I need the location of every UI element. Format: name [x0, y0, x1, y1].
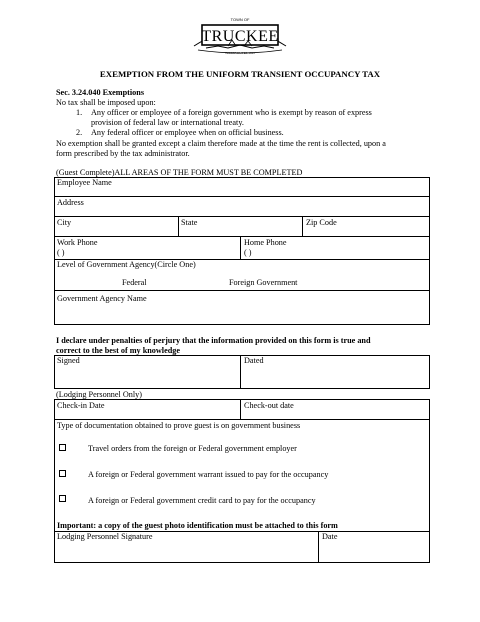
lodging-date-label[interactable]: Date: [322, 532, 338, 541]
home-phone-label[interactable]: Home Phone: [244, 238, 287, 247]
declaration-line1: I declare under penalties of perjury that the information provided on this form is true and: [56, 336, 371, 345]
note-line2: form prescribed by the tax administrator.: [56, 149, 190, 158]
item-1-number: 1.: [76, 108, 83, 117]
state-label[interactable]: State: [181, 218, 198, 227]
federal-option[interactable]: Federal: [122, 278, 147, 287]
work-phone-area-code: ( ): [57, 248, 65, 257]
item-1-line1: Any officer or employee of a foreign government who is exempt by reason of express: [91, 108, 372, 117]
zip-code-label[interactable]: Zip Code: [306, 218, 337, 227]
work-phone-label[interactable]: Work Phone: [57, 238, 98, 247]
city-label[interactable]: City: [57, 218, 72, 227]
gov-level-label: Level of Government Agency(Circle One): [57, 260, 196, 269]
lodging-section-header: (Lodging Personnel Only): [56, 390, 142, 399]
lodging-signature-label[interactable]: Lodging Personnel Signature: [57, 532, 153, 541]
note-line1: No exemption shall be granted except a claim therefore made at the time the rent is collected, upon a: [56, 139, 386, 148]
credit-card-checkbox[interactable]: [59, 495, 66, 502]
signature-table: [54, 355, 430, 389]
warrant-label: A foreign or Federal government warrant issued to pay for the occupancy: [88, 470, 329, 479]
item-2-number: 2.: [76, 128, 83, 137]
agency-name-label[interactable]: Government Agency Name: [57, 294, 147, 303]
foreign-government-option[interactable]: Foreign Government: [229, 278, 298, 287]
form-title: EXEMPTION FROM THE UNIFORM TRANSIENT OCCUPANCY TAX: [99, 69, 381, 79]
item-2-line1: Any federal officer or employee when on official business.: [91, 128, 284, 137]
travel-orders-checkbox[interactable]: [59, 444, 66, 451]
warrant-checkbox[interactable]: [59, 470, 66, 477]
town-of-truckee-logo: [188, 10, 292, 56]
check-out-date-label[interactable]: Check-out date: [244, 401, 294, 410]
travel-orders-label: Travel orders from the foreign or Federal government employer: [88, 444, 297, 453]
documentation-type-label: Type of documentation obtained to prove guest is on government business: [57, 421, 301, 430]
address-label[interactable]: Address: [57, 198, 84, 207]
logo-small-text: TOWN OF: [230, 17, 250, 22]
logo-name: TRUCKEE: [201, 28, 279, 45]
important-note: Important: a copy of the guest photo identification must be attached to this form: [57, 521, 338, 530]
employee-name-label[interactable]: Employee Name: [57, 178, 112, 187]
logo-ribbon-text: INCORPORATED 1993: [225, 51, 255, 55]
guest-section-header: (Guest Complete)ALL AREAS OF THE FORM MUST BE COMPLETED: [56, 168, 303, 177]
declaration-line2: correct to the best of my knowledge: [56, 346, 180, 355]
home-phone-area-code: ( ): [244, 248, 252, 257]
signed-label[interactable]: Signed: [57, 356, 80, 365]
item-1-line2: provision of federal law or international treaty.: [91, 118, 244, 127]
dated-label[interactable]: Dated: [244, 356, 264, 365]
credit-card-label: A foreign or Federal government credit card to pay for the occupancy: [88, 496, 316, 505]
check-in-date-label[interactable]: Check-in Date: [57, 401, 105, 410]
section-intro: No tax shall be imposed upon:: [56, 98, 156, 107]
section-heading: Sec. 3.24.040 Exemptions: [56, 88, 145, 97]
